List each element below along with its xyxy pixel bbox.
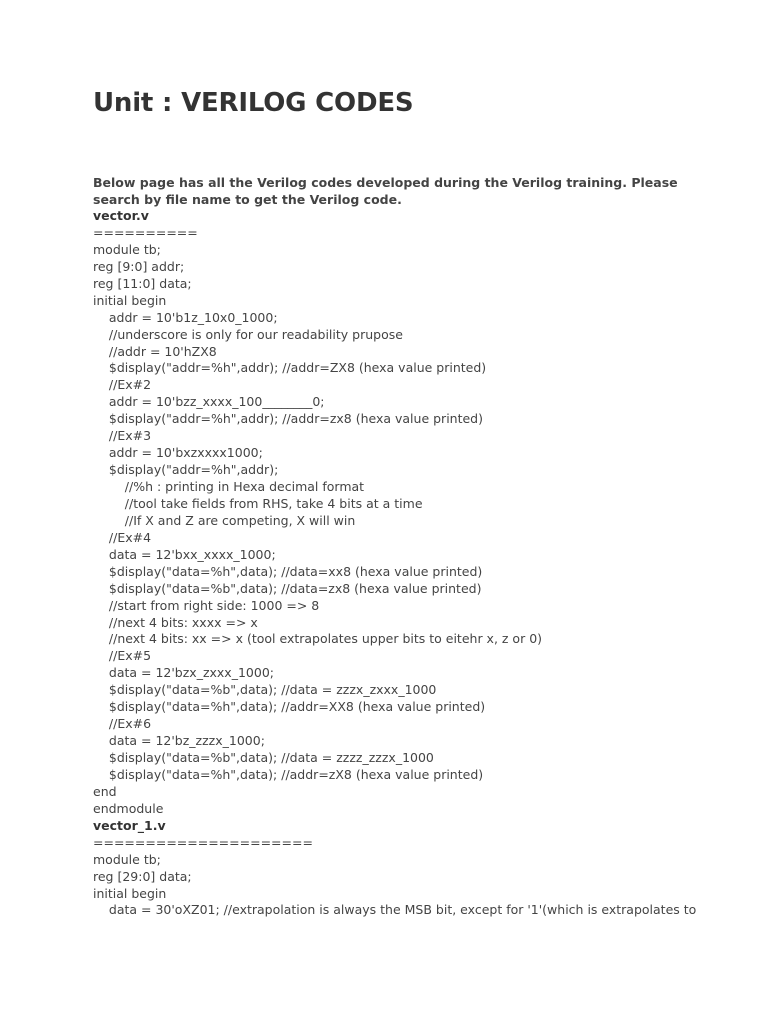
code-line: data = 30'oXZ01; //extrapolation is always the MSB bit, except for '1'(which is extrapolates to [93,902,697,918]
code-line: //If X and Z are competing, X will win [93,512,356,528]
page-title: Unit : VERILOG CODES [93,88,414,118]
code-line: $display("addr=%h",addr); //addr=ZX8 (hexa value printed) [93,360,487,376]
code-line: data = 12'bz_zzzx_1000; [93,733,265,749]
intro-paragraph: Below page has all the Verilog codes developed during the Verilog training. Please search by file name to get the Verilog code. [93,175,678,207]
code-line: //start from right side: 1000 => 8 [93,597,320,613]
code-line: //underscore is only for our readability prupose [93,326,403,342]
code-line: module tb; [93,241,161,257]
code-line: ===================== [93,834,313,850]
code-line: //next 4 bits: xxxx => x [93,614,258,630]
code-line: addr = 10'bxzxxxx1000; [93,445,263,461]
code-line: reg [29:0] data; [93,868,192,884]
code-line: $display("data=%h",data); //addr=zX8 (hexa value printed) [93,766,484,782]
code-line: data = 12'bxx_xxxx_1000; [93,546,276,562]
code-line: addr = 10'b1z_10x0_1000; [93,309,278,325]
code-line: //Ex#4 [93,529,152,545]
code-line: data = 12'bzx_zxxx_1000; [93,665,274,681]
code-line: ========== [93,224,198,240]
code-line: //addr = 10'hZX8 [93,343,217,359]
code-line: reg [9:0] addr; [93,258,185,274]
code-listing [93,208,753,919]
code-line: $display("data=%h",data); //data=xx8 (hexa value printed) [93,563,483,579]
code-line: $display("data=%b",data); //data=zx8 (hexa value printed) [93,580,482,596]
code-line: module tb; [93,851,161,867]
code-line: //Ex#3 [93,428,152,444]
code-line: $display("data=%h",data); //addr=XX8 (hexa value printed) [93,699,486,715]
code-line: $display("addr=%h",addr); //addr=zx8 (hexa value printed) [93,411,483,427]
code-line: //Ex#6 [93,716,152,732]
code-line: //tool take fields from RHS, take 4 bits at a time [93,495,423,511]
code-line: end [93,783,117,799]
code-line: $display("data=%b",data); //data = zzzx_zxxx_1000 [93,682,437,698]
code-line: reg [11:0] data; [93,275,192,291]
code-line: addr = 10'bzz_xxxx_100________0; [93,394,325,410]
file-name-heading: vector.v [93,208,149,223]
code-line: //Ex#2 [93,377,152,393]
code-line: endmodule [93,800,164,816]
file-name-heading: vector_1.v [93,817,166,833]
code-line: $display("data=%b",data); //data = zzzz_zzzx_1000 [93,750,434,765]
code-line: initial begin [93,292,167,308]
code-line: //%h : printing in Hexa decimal format [93,479,365,494]
code-line: $display("addr=%h",addr); [93,462,279,478]
code-line: //Ex#5 [93,648,152,664]
code-line: initial begin [93,885,167,901]
code-line: //next 4 bits: xx => x (tool extrapolates upper bits to eitehr x, z or 0) [93,631,543,647]
